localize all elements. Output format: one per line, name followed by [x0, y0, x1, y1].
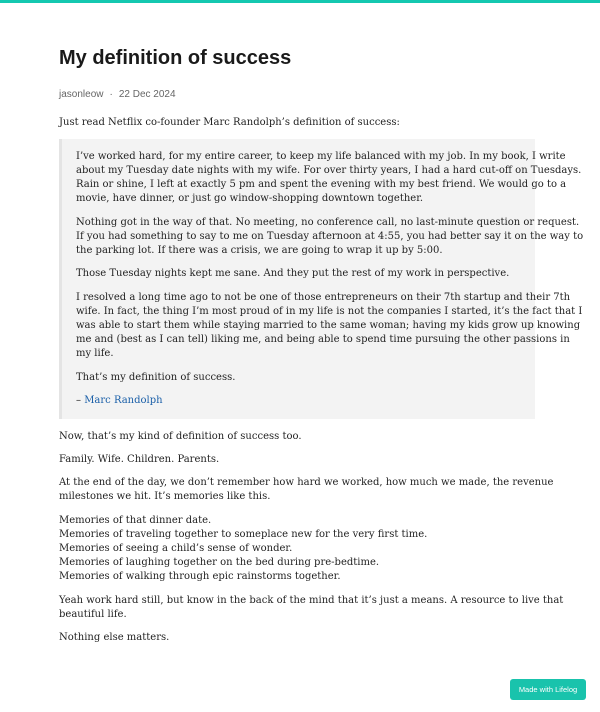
body-paragraph-3 — [59, 476, 553, 504]
text-line: movie, have dinner, or just go window-shopping downtown together. — [76, 193, 424, 204]
text-line: the parking lot. If there was a crisis, we are going to wrap it up by 5:00. — [76, 245, 443, 256]
text-line: At the end of the day, we don’t remember how hard we worked, how much we made, the revenue — [59, 477, 554, 488]
post-meta — [59, 88, 176, 102]
quote-attribution — [76, 394, 163, 408]
blockquote — [59, 139, 584, 419]
text-line: my life. — [76, 348, 114, 359]
body-paragraph-4 — [59, 514, 427, 584]
text-line: Yeah work hard still, but know in the back of the mind that it’s just a means. A resource to live that — [59, 595, 564, 606]
text-line: Family. Wife. Children. Parents. — [59, 454, 220, 465]
text-line: I resolved a long time ago to not be one of those entrepreneurs on their 7th startup and their 7th — [76, 292, 571, 303]
text-line: was able to start them while staying married to the same woman; having my kids grow up knowing — [76, 320, 581, 331]
quote-paragraph-5 — [76, 371, 235, 385]
body-paragraph-6 — [59, 631, 169, 645]
text-line: wife. In fact, the thing I’m most proud of in my life is not the companies I started, it’s the fact that I — [76, 306, 583, 317]
text-line: Nothing else matters. — [59, 632, 170, 643]
text-line: Memories of laughing together on the bed during pre-bedtime. — [59, 557, 380, 568]
body-paragraph-2 — [59, 453, 219, 467]
text-line: Memories of traveling together to someplace new for the very first time. — [59, 529, 428, 540]
attribution-link[interactable]: Marc Randolph — [84, 395, 163, 406]
post-title: My definition of success — [59, 47, 292, 69]
quote-paragraph-3 — [76, 267, 509, 281]
attribution-prefix: – — [76, 395, 85, 406]
quote-paragraph-1 — [76, 150, 581, 206]
text-line: I’ve worked hard, for my entire career, to keep my life balanced with my job. In my book, I write — [76, 151, 566, 162]
made-with-lifelog-badge[interactable]: Made with Lifelog — [510, 679, 586, 700]
body-paragraph-5 — [59, 594, 563, 622]
text-line: If you had something to say to me on Tuesday afternoon at 4:55, you had better say it on the way to — [76, 231, 584, 242]
text-line: beautiful life. — [59, 609, 127, 620]
body-paragraph-1 — [59, 430, 302, 444]
text-line: Memories of seeing a child’s sense of wonder. — [59, 543, 293, 554]
quote-paragraph-2 — [76, 216, 583, 258]
text-line: That’s my definition of success. — [76, 372, 236, 383]
text-line: milestones we hit. It’s memories like this. — [59, 491, 271, 502]
quote-paragraph-4 — [76, 291, 582, 361]
text-line: me and (best as I can tell) liking me, and being able to spend time pursuing the other passions in — [76, 334, 570, 345]
text-line: Rain or shine, I left at exactly 5 pm and spent the evening with my best friend. We would go to a — [76, 179, 567, 190]
author-link[interactable]: jasonleow — [59, 89, 104, 100]
meta-separator: · — [109, 89, 113, 100]
post-date: 22 Dec 2024 — [118, 89, 176, 100]
text-line: Memories of walking through epic rainstorms together. — [59, 571, 341, 582]
intro-paragraph: Just read Netflix co-founder Marc Randolph’s definition of success: — [59, 117, 400, 128]
text-line: about my Tuesday date nights with my wife. For over thirty years, I had a hard cut-off on Tuesdays. — [76, 165, 582, 176]
top-accent-bar — [0, 0, 600, 3]
text-line: Now, that’s my kind of definition of success too. — [59, 431, 302, 442]
text-line: Nothing got in the way of that. No meeting, no conference call, no last-minute question or request. — [76, 217, 580, 228]
text-line: Those Tuesday nights kept me sane. And they put the rest of my work in perspective. — [76, 268, 510, 279]
text-line: Memories of that dinner date. — [59, 515, 212, 526]
